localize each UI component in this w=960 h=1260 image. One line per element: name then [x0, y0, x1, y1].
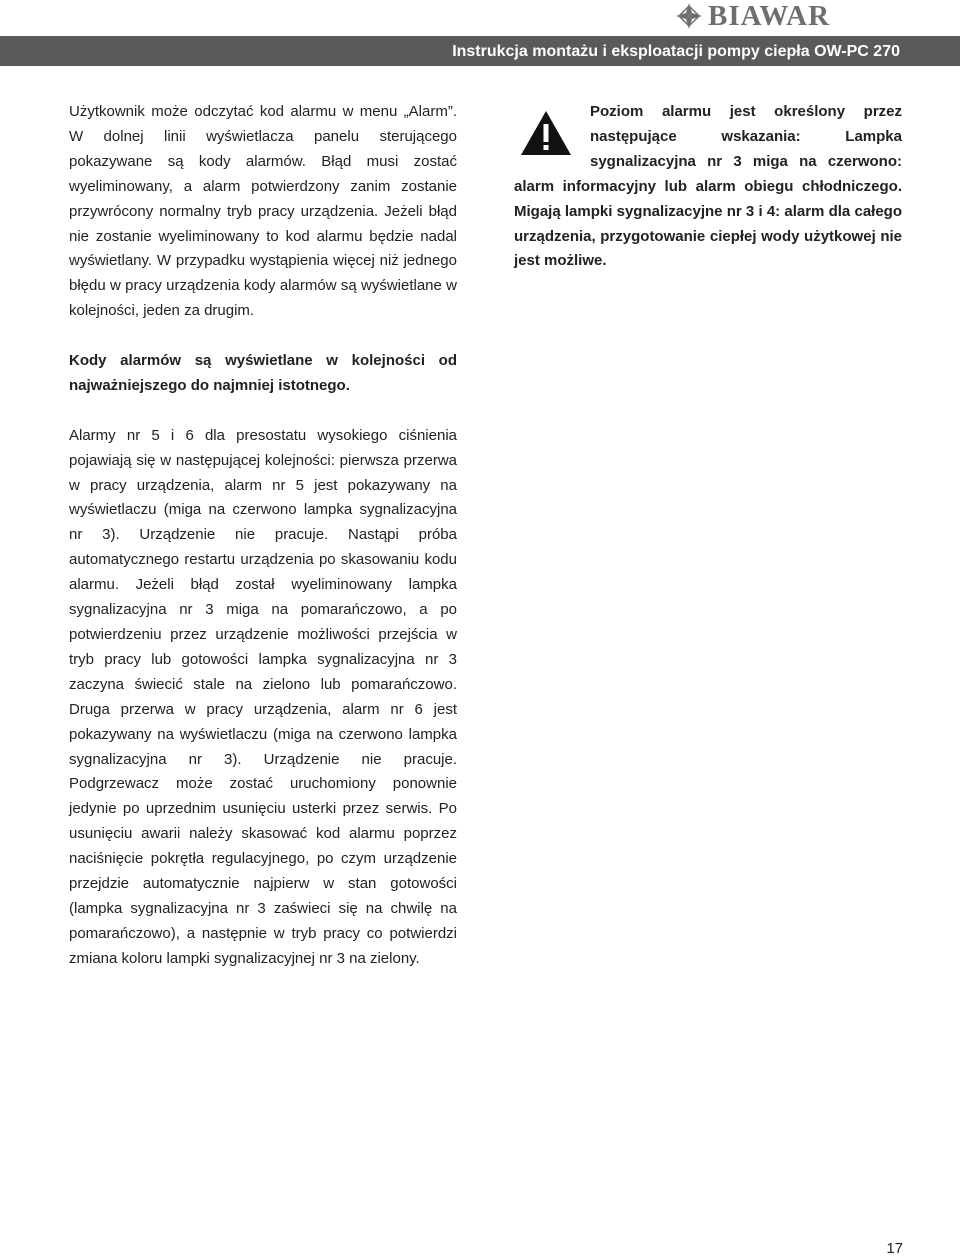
document-title: Instrukcja montażu i eksploatacji pompy ciepła OW-PC 270	[452, 43, 900, 60]
paragraph-alarm-menu: Użytkownik może odczytać kod alarmu w menu „Alarm”. W dolnej linii wyświetlacza panelu sterującego pokazywane są kody alarmów. Błąd musi zostać wyeliminowany, a alarm potwierdzony zanim zostanie przywrócony normalny tryb pracy urządzenia. Jeżeli błąd nie zostanie wyeliminowany to kod alarmu będzie nadal wyświetlany. W przypadku wystąpienia więcej niż jednego błędu w pracy urządzenia kody alarmów są wyświetlane w kolejności, jeden za drugim.	[69, 103, 457, 320]
warning-triangle-icon	[520, 110, 572, 156]
biawar-diamond-logo-icon	[676, 3, 702, 29]
brand-logo	[676, 0, 830, 32]
right-column	[514, 100, 902, 274]
brand-name: BIAWAR	[708, 0, 831, 32]
left-column	[69, 100, 457, 972]
warning-text: Poziom alarmu jest określony przez następujące wskazania: Lampka sygnalizacyjna nr 3 miga na czerwono: alarm informacyjny lub alarm obiegu chłodniczego. Migają lampki sygnalizacyjne nr 3 i 4: alarm dla całego urządzenia, przygotowanie ciepłej wody użytkowej nie jest możliwe.	[514, 103, 902, 270]
header-bar	[0, 36, 960, 66]
warning-note	[514, 100, 902, 274]
paragraph-alarm-order: Kody alarmów są wyświetlane w kolejności od najważniejszego do najmniej istotnego.	[69, 352, 457, 394]
paragraph-pressure-alarms: Alarmy nr 5 i 6 dla presostatu wysokiego ciśnienia pojawiają się w następującej kolejności: pierwsza przerwa w pracy urządzenia, alarm nr 5 jest pokazywany na wyświetlaczu (miga na czerwono lampka sygnalizacyjna nr 3). Urządzenie nie pracuje. Nastąpi próba automatycznego restartu urządzenia po skasowaniu kodu alarmu. Jeżeli błąd został wyeliminowany lampka sygnalizacyjna nr 3 miga na pomarańczowo, a po potwierdzeniu przez urządzenie możliwości przejścia w tryb pracy lub gotowości lampka sygnalizacyjna nr 3 zaczyna świecić stale na zielono lub pomarańczowo. Druga przerwa w pracy urządzenia, alarm nr 6 jest pokazywany na wyświetlaczu (miga na czerwono lampka sygnalizacyjna nr 3). Urządzenie nie pracuje. Podgrzewacz może zostać uruchomiony ponownie jedynie po uprzednim usunięciu usterki przez serwis. Po usunięciu awarii należy skasować kod alarmu poprzez naciśnięcie pokrętła regulacyjnego, po czym urządzenie przejdzie automatycznie najpierw w stan gotowości (lampka sygnalizacyjna nr 3 zaświeci się na chwilę na pomarańczowo), a następnie w tryb pracy co potwierdzi zmiana koloru lampki sygnalizacyjnej nr 3 na zielony.	[69, 426, 457, 967]
page-number: 17	[886, 1240, 903, 1257]
